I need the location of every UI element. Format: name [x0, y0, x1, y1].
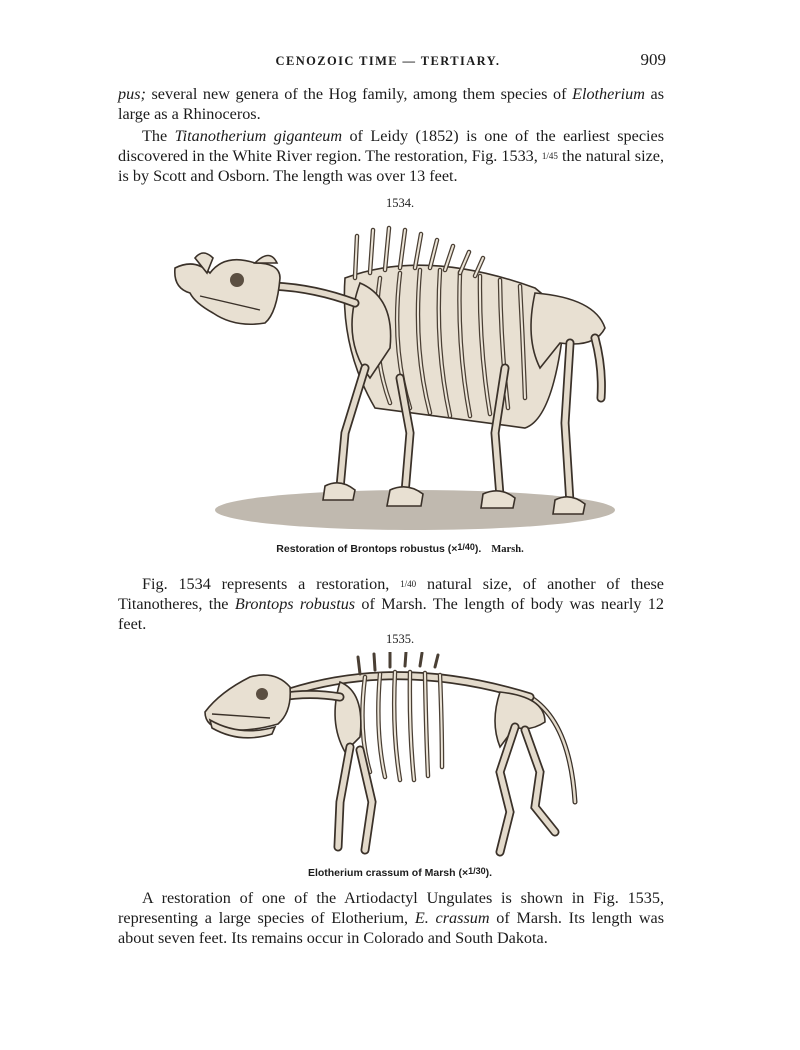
body-text: natural size, of another of these Titanotheres, the: [118, 575, 664, 613]
ribcage: [362, 672, 442, 780]
paragraph-3: [118, 574, 664, 634]
caption-text: Elotherium crassum of Marsh (×: [307, 867, 469, 879]
paragraph-1: [118, 84, 664, 124]
hind-legs: [500, 727, 555, 852]
neck-vertebrae: [273, 286, 355, 303]
italic-species: E. crassum: [414, 909, 490, 927]
brontops-skeleton-illustration: [165, 218, 625, 534]
figure-1534-caption: [0, 542, 800, 555]
body-text: of Marsh. The length of body was nearly 12 feet.: [118, 595, 664, 633]
caption-fraction: 1/30: [468, 866, 486, 876]
italic-species: Brontops robustus: [234, 595, 356, 613]
figure-1535-number: 1535.: [385, 632, 415, 646]
skull: [205, 675, 290, 738]
body-text: A restoration of one of the Artiodactyl Ungulates is shown in Fig. 1535, representing a large species of Elotherium,: [118, 889, 664, 927]
body-text: Fig. 1534 represents a restoration,: [142, 575, 401, 593]
fraction: 1/45: [541, 151, 558, 161]
skull: [175, 253, 280, 324]
body-text: of Marsh. Its length was about seven feet. Its remains occur in Colorado and South Dakota.: [118, 909, 665, 947]
caption-text: Restoration of Brontops robustus (×: [276, 543, 458, 555]
paragraph-4: [118, 888, 664, 948]
caption-fraction: 1/40: [457, 542, 475, 552]
body-text: as large as a Rhinoceros.: [118, 85, 665, 123]
paragraph-2: [118, 126, 664, 186]
front-legs: [338, 747, 372, 850]
caption-text: ).: [474, 543, 482, 555]
running-head: CENOZOIC TIME — TERTIARY.: [275, 54, 501, 68]
body-text: The: [142, 127, 175, 145]
italic-genus: Elotherium: [572, 85, 645, 103]
caption-author: Marsh.: [491, 544, 524, 555]
italic-species: Titanotherium giganteum: [174, 127, 343, 145]
italic-text: pus;: [118, 85, 146, 103]
page-number: 909: [640, 50, 666, 69]
page-header: [110, 52, 666, 74]
elotherium-skeleton-illustration: [200, 652, 590, 864]
figure-1535-caption: [0, 866, 800, 879]
fraction: 1/40: [400, 579, 417, 589]
body-text: several new genera of the Hog family, among them species of: [145, 85, 573, 103]
caption-text: ).: [485, 867, 493, 879]
body-text: of Leidy (1852) is one of the earliest species discovered in the White River region. The restoration, Fig. 1533,: [118, 127, 664, 165]
figure-1534-number: 1534.: [385, 196, 415, 210]
body-text: the natural size, is by Scott and Osborn. The length was over 13 feet.: [118, 147, 664, 185]
